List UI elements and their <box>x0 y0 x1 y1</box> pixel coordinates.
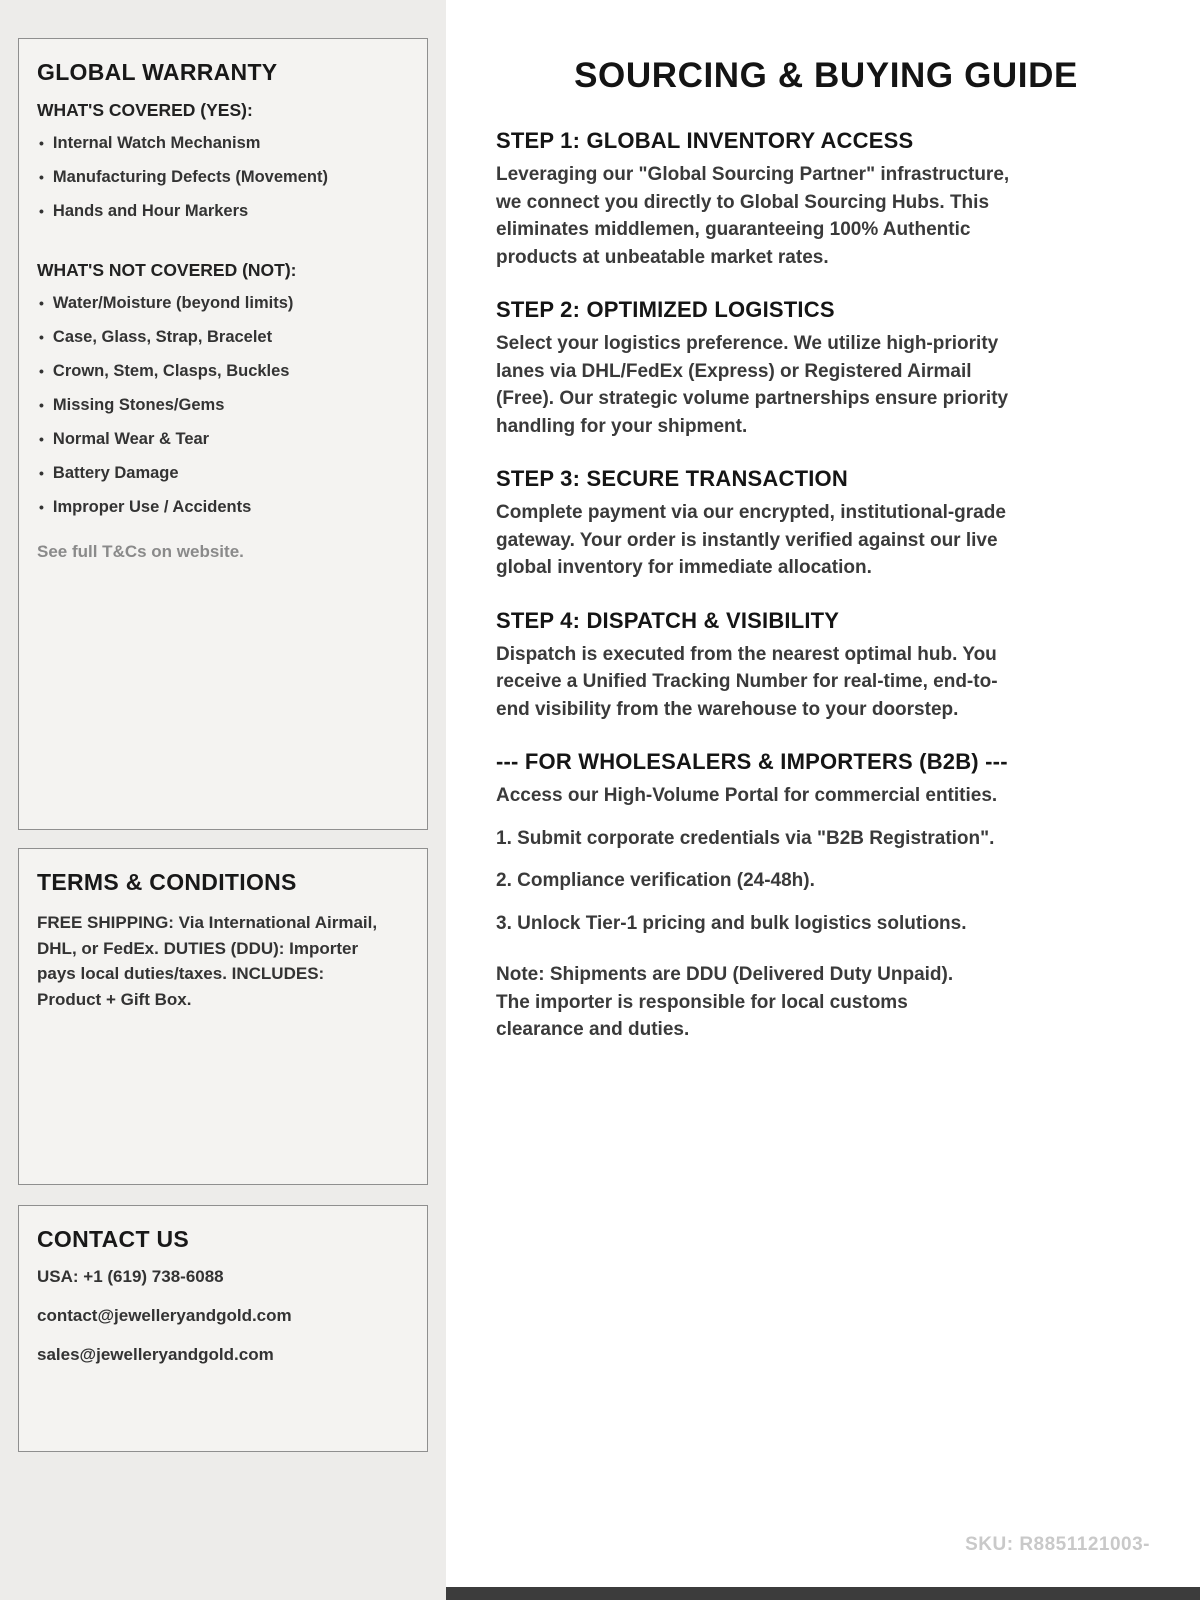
not-covered-item: • Missing Stones/Gems <box>37 395 409 416</box>
step-1-section <box>496 128 1200 271</box>
step-4-body: Dispatch is executed from the nearest optimal hub. You receive a Unified Tracking Number for real-time, end-to-end visibility from the warehouse to your doorstep. <box>496 643 998 720</box>
covered-heading: WHAT'S COVERED (YES): <box>37 100 253 120</box>
contact-email-primary: contact@jewelleryandgold.com <box>37 1306 292 1325</box>
b2b-note: Note: Shipments are DDU (Delivered Duty Unpaid). The importer is responsible for local customs clearance and duties. <box>496 964 954 1040</box>
terms-title: TERMS & CONDITIONS <box>37 869 297 895</box>
contact-title: CONTACT US <box>37 1226 190 1252</box>
step-4-section <box>496 608 1200 724</box>
contact-email-sales: sales@jewelleryandgold.com <box>37 1345 274 1364</box>
covered-item: • Hands and Hour Markers <box>37 201 409 222</box>
warranty-title: GLOBAL WARRANTY <box>37 59 278 85</box>
sku-label: SKU: R8851121003- <box>965 1534 1150 1555</box>
not-covered-heading: WHAT'S NOT COVERED (NOT): <box>37 260 297 280</box>
not-covered-item: • Normal Wear & Tear <box>37 429 409 450</box>
not-covered-item: • Battery Damage <box>37 463 409 484</box>
step-3-heading: STEP 3: SECURE TRANSACTION <box>496 466 848 491</box>
not-covered-item: • Case, Glass, Strap, Bracelet <box>37 327 409 348</box>
terms-body: FREE SHIPPING: Via International Airmail, DHL, or FedEx. DUTIES (DDU): Importer pays local duties/taxes. INCLUDES: Product + Gift Box. <box>37 913 378 1009</box>
terms-panel <box>18 848 428 1185</box>
covered-item: • Manufacturing Defects (Movement) <box>37 167 409 188</box>
main-content <box>446 0 1200 1600</box>
not-covered-item: • Water/Moisture (beyond limits) <box>37 293 409 314</box>
step-4-heading: STEP 4: DISPATCH & VISIBILITY <box>496 607 840 633</box>
covered-item: • Internal Watch Mechanism <box>37 133 409 154</box>
not-covered-list <box>37 293 409 518</box>
not-covered-item: • Crown, Stem, Clasps, Buckles <box>37 361 409 382</box>
footer-bar <box>446 1587 1200 1600</box>
step-2-heading: STEP 2: OPTIMIZED LOGISTICS <box>496 297 835 322</box>
contact-panel <box>18 1205 428 1452</box>
b2b-step-2: 2. Compliance verification (24-48h). <box>496 870 815 891</box>
b2b-intro: Access our High-Volume Portal for commercial entities. <box>496 785 998 806</box>
page-title: SOURCING & BUYING GUIDE <box>574 56 1078 95</box>
step-2-body: Select your logistics preference. We utilize high-priority lanes via DHL/FedEx (Express) or Registered Airmail (Free). Our strategic volume partnerships ensure priority handling for your shipment. <box>496 333 1009 437</box>
b2b-section <box>496 749 1200 1044</box>
step-3-body: Complete payment via our encrypted, institutional-grade gateway. Your order is instantly verified against our live global inventory for immediate allocation. <box>496 502 1006 578</box>
b2b-step-3: 3. Unlock Tier-1 pricing and bulk logistics solutions. <box>496 912 967 934</box>
step-3-section <box>496 466 1200 582</box>
step-2-section <box>496 297 1200 440</box>
step-1-body: Leveraging our "Global Sourcing Partner" infrastructure, we connect you directly to Global Sourcing Hubs. This eliminates middlemen, guaranteeing 100% Authentic products at unbeatable market rates. <box>496 164 1010 268</box>
warranty-panel <box>18 38 428 830</box>
step-1-heading: STEP 1: GLOBAL INVENTORY ACCESS <box>496 128 914 153</box>
b2b-step-1: 1. Submit corporate credentials via "B2B Registration". <box>496 827 995 849</box>
b2b-heading: --- FOR WHOLESALERS & IMPORTERS (B2B) --- <box>496 749 1008 774</box>
not-covered-item: • Improper Use / Accidents <box>37 497 409 518</box>
covered-list <box>37 133 409 222</box>
contact-phone: USA: +1 (619) 738-6088 <box>37 1267 224 1286</box>
sidebar <box>0 0 446 1600</box>
warranty-footnote: See full T&Cs on website. <box>37 542 244 561</box>
